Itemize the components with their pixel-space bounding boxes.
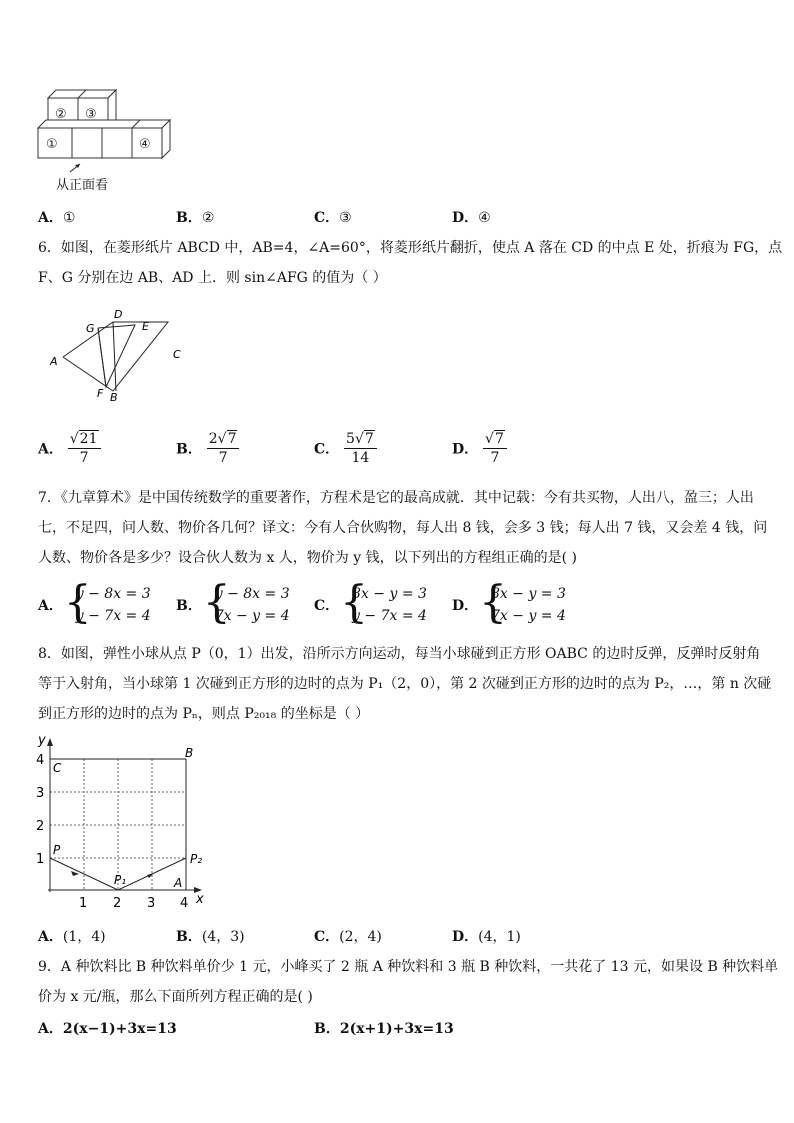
- q7-option-a: A． { y − 8x = 3 y − 7x = 4: [38, 583, 151, 627]
- x-tick-4: 4: [180, 896, 189, 911]
- q5-option-d: D．④: [452, 210, 491, 226]
- point-p: P: [53, 843, 61, 857]
- q6-option-a: A． $\frac{√21}{7}$: [38, 430, 101, 467]
- cube-label-1: ①: [46, 137, 58, 152]
- cube-label-2: ②: [55, 107, 67, 122]
- q7-line1: 7．《九章算术》是中国传统数学的重要著作，方程术是它的最高成就．其中记载：今有共买物，人出八，盈三；人出: [38, 490, 754, 506]
- rhombus-label-f: F: [97, 387, 104, 400]
- q8-option-d: D．(4，1): [452, 929, 521, 945]
- q7-line3: 人数、物价各是多少？设合伙人数为 x 人，物价为 y 钱，以下列出的方程组正确的是( ): [38, 550, 577, 566]
- rhombus-figure: [46, 305, 196, 405]
- rhombus-label-e: E: [142, 320, 149, 333]
- q7-option-c: C． { 8x − y = 3 y − 7x = 4: [314, 583, 427, 627]
- rhombus-label-c: C: [173, 348, 181, 361]
- q5-option-b: B．②: [176, 210, 215, 226]
- q6-line2: F、G 分别在边 AB、AD 上．则 sin∠AFG 的值为（ ）: [38, 270, 387, 286]
- x-tick-3: 3: [147, 896, 156, 911]
- cube-label-3: ③: [85, 107, 97, 122]
- point-b: B: [185, 746, 194, 760]
- q6-option-b: B． $\frac{2√7}{7}$: [176, 430, 239, 467]
- q8-line3: 到正方形的边时的点为 Pₙ，则点 P₂₀₁₈ 的坐标是（ ）: [38, 706, 370, 722]
- q6-option-c: C． $\frac{5√7}{14}$: [314, 430, 377, 467]
- rhombus-label-b: B: [110, 391, 118, 404]
- q7-option-b: B． { y − 8x = 3 7x − y = 4: [176, 583, 290, 627]
- rhombus-label-g: G: [86, 322, 95, 335]
- q8-option-a: A．(1，4): [38, 929, 106, 945]
- q5-option-c: C．③: [314, 210, 352, 226]
- coordinate-graph: [30, 732, 220, 912]
- point-p1: P₁: [114, 873, 127, 887]
- x-tick-1: 1: [79, 896, 88, 911]
- q8-line2: 等于入射角，当小球第 1 次碰到正方形的边时的点为 P₁（2，0），第 2 次碰到正方形的边时的点为 P₂，…，第 n 次碰: [38, 676, 772, 692]
- x-tick-2: 2: [113, 896, 122, 911]
- cube-caption: 从正面看: [56, 178, 109, 193]
- q8-option-c: C．(2，4): [314, 929, 382, 945]
- y-tick-2: 2: [36, 819, 45, 834]
- axis-x-label: x: [196, 892, 204, 907]
- q9-option-a: A．2(x−1)+3x=13: [38, 1021, 177, 1037]
- q7-line2: 七，不足四，问人数、物价各几何？译文：今有人合伙购物，每人出 8 钱，会多 3 钱；每人出 7 钱，又会差 4 钱，问: [38, 520, 768, 536]
- q9-option-b: B．2(x+1)+3x=13: [314, 1021, 454, 1037]
- axis-y-label: y: [38, 733, 46, 748]
- y-tick-3: 3: [36, 786, 45, 801]
- q9-line1: 9．A 种饮料比 B 种饮料单价少 1 元，小峰买了 2 瓶 A 种饮料和 3 瓶 B 种饮料，一共花了 13 元，如果设 B 种饮料单: [38, 959, 779, 975]
- cube-label-4: ④: [139, 137, 151, 152]
- y-tick-4: 4: [36, 753, 45, 768]
- q5-option-a: A．①: [38, 210, 76, 226]
- q8-line1: 8．如图，弹性小球从点 P（0，1）出发，沿所示方向运动，每当小球碰到正方形 OABC 的边时反弹，反弹时反射角: [38, 646, 761, 662]
- rhombus-label-d: D: [114, 308, 123, 321]
- q8-option-b: B．(4，3): [176, 929, 245, 945]
- point-a: A: [174, 876, 183, 890]
- y-tick-1: 1: [36, 852, 45, 867]
- rhombus-label-a: A: [50, 355, 58, 368]
- point-p2: P₂: [190, 852, 203, 866]
- q9-line2: 价为 x 元/瓶，那么下面所列方程正确的是( ): [38, 989, 313, 1005]
- q6-option-d: D． $\frac{√7}{7}$: [452, 430, 507, 467]
- point-c: C: [53, 761, 62, 775]
- q6-line1: 6．如图，在菱形纸片 ABCD 中，AB=4，∠A=60°，将菱形纸片翻折，使点 A 落在 CD 的中点 E 处，折痕为 FG，点: [38, 240, 783, 256]
- q7-option-d: D． { 8x − y = 3 7x − y = 4: [452, 583, 566, 627]
